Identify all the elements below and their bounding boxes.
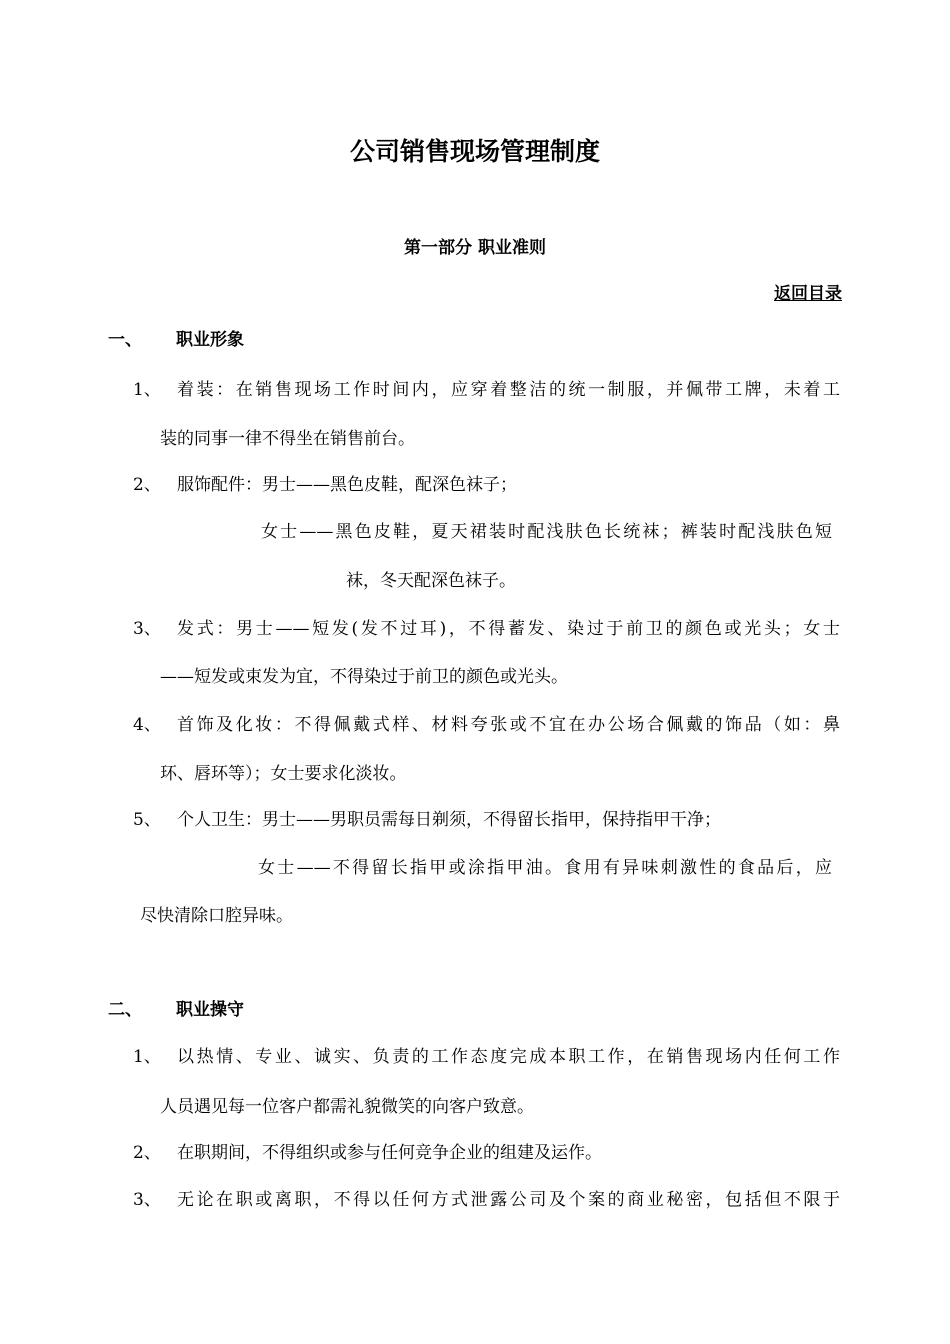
item-text-line: 装的同事一律不得坐在销售前台。 bbox=[160, 429, 415, 449]
item-number: 1、 bbox=[133, 380, 161, 400]
item-text-line: 人员遇见每一位客户都需礼貌微笑的向客户致意。 bbox=[160, 1097, 534, 1117]
section-number: 二、 bbox=[108, 1000, 142, 1020]
item-text-line: 尽快清除口腔异味。 bbox=[140, 906, 293, 926]
item-text-line: 无论在职或离职，不得以任何方式泄露公司及个案的商业秘密，包括但不限于 bbox=[177, 1190, 840, 1210]
section-number: 一、 bbox=[108, 330, 142, 350]
section-title: 职业形象 bbox=[176, 330, 244, 350]
item-text-line: ——短发或束发为宜，不得染过于前卫的颜色或光头。 bbox=[160, 667, 568, 687]
item-number: 2、 bbox=[133, 1143, 161, 1163]
item-text-line: 首饰及化妆：不得佩戴式样、材料夸张或不宜在办公场合佩戴的饰品（如：鼻 bbox=[177, 715, 840, 735]
document-title: 公司销售现场管理制度 bbox=[349, 137, 600, 166]
item-number: 3、 bbox=[133, 1190, 161, 1210]
item-text-line: 个人卫生：男士——男职员需每日剃须，不得留长指甲，保持指甲干净； bbox=[177, 810, 721, 830]
item-text-line: 服饰配件：男士——黑色皮鞋，配深色袜子； bbox=[177, 475, 517, 495]
item-text-line: 袜，冬天配深色袜子。 bbox=[346, 571, 516, 591]
section-title: 职业操守 bbox=[176, 1000, 244, 1020]
item-text-line: 女士——不得留长指甲或涂指甲油。食用有异味刺激性的食品后，应 bbox=[258, 858, 832, 878]
item-text-line: 着装：在销售现场工作时间内，应穿着整洁的统一制服，并佩带工牌，未着工 bbox=[177, 380, 840, 400]
item-number: 4、 bbox=[133, 715, 161, 735]
return-to-toc-link[interactable]: 返回目录 bbox=[774, 284, 842, 304]
item-text-line: 环、唇环等）；女士要求化淡妆。 bbox=[160, 764, 407, 784]
part-heading: 第一部分 职业准则 bbox=[404, 238, 546, 258]
item-number: 1、 bbox=[133, 1047, 161, 1067]
item-number: 2、 bbox=[133, 475, 161, 495]
item-text-line: 发式：男士——短发(发不过耳)，不得蓄发、染过于前卫的颜色或光头；女士 bbox=[177, 619, 840, 639]
item-text-line: 以热情、专业、诚实、负责的工作态度完成本职工作，在销售现场内任何工作 bbox=[177, 1047, 840, 1067]
item-text-line: 在职期间，不得组织或参与任何竞争企业的组建及运作。 bbox=[177, 1143, 602, 1163]
item-number: 3、 bbox=[133, 619, 161, 639]
item-number: 5、 bbox=[133, 810, 161, 830]
item-text-line: 女士——黑色皮鞋，夏天裙装时配浅肤色长统袜；裤装时配浅肤色短 bbox=[261, 522, 832, 542]
